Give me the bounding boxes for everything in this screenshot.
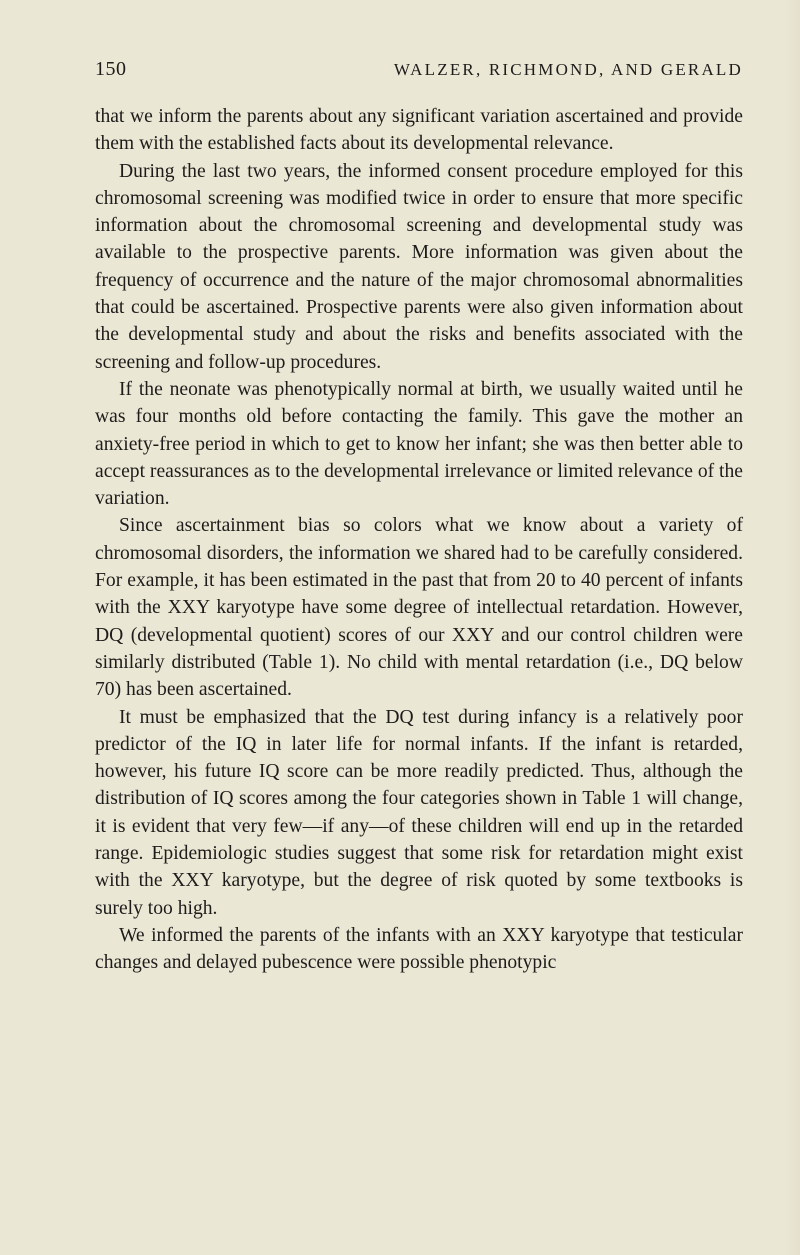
paragraph-informed-consent: During the last two years, the informed consent procedure employed for this chromosomal screening was modified twice in order to ensure that more specific information about the chromosomal screening and developmental study was available to the prospective parents. More information was given about the frequency of occurrence and the nature of the major chromosomal abnormalities that could be ascertained. Prospective parents were also given information about the developmental study and about the risks and benefits associated with the screening and follow-up procedures.: [95, 160, 743, 373]
paragraph-neonate-contact: If the neonate was phenotypically normal at birth, we usually waited until he was four months old before contacting the family. This gave the mother an anxiety-free period in which to get to know her infant; she was then better able to accept reassurances as to the developmental irrelevance or limited relevance of the variation.: [95, 378, 743, 510]
page-header: [95, 58, 743, 92]
paragraph-ascertainment-bias: Since ascertainment bias so colors what we know about a variety of chromosomal disorders, the information we shared had to be carefully considered. For example, it has been estimated in the past that from 20 to 40 percent of infants with the XXY karyotype have some degree of intellectual retardation. However, DQ (developmental quotient) scores of our XXY and our control children were similarly distributed (Table 1). No child with mental retardation (i.e., DQ below 70) has been ascertained.: [95, 515, 743, 701]
body-text: [95, 103, 743, 977]
page-edge: [786, 0, 800, 1255]
running-head: WALZER, RICHMOND, AND GERALD: [393, 60, 743, 79]
paragraph-dq-predictor: It must be emphasized that the DQ test during infancy is a relatively poor predictor of the IQ in later life for normal infants. If the infant is retarded, however, his future IQ score can be more readily predicted. Thus, although the distribution of IQ scores among the four categories shown in Table 1 will change, it is evident that very few—if any—of these children will end up in the retarded range. Epidemiologic studies suggest that some risk for retardation might exist with the XXY karyotype, but the degree of risk quoted by some textbooks is surely too high.: [95, 706, 743, 919]
paragraph-continuation: that we inform the parents about any significant variation ascertained and provide them with the established facts about its developmental relevance.: [95, 106, 743, 155]
page-number: 150: [95, 58, 127, 80]
paragraph-xxy-parents: We informed the parents of the infants with an XXY karyotype that testicular changes and delayed pubescence were possible phenotypic: [95, 924, 743, 974]
